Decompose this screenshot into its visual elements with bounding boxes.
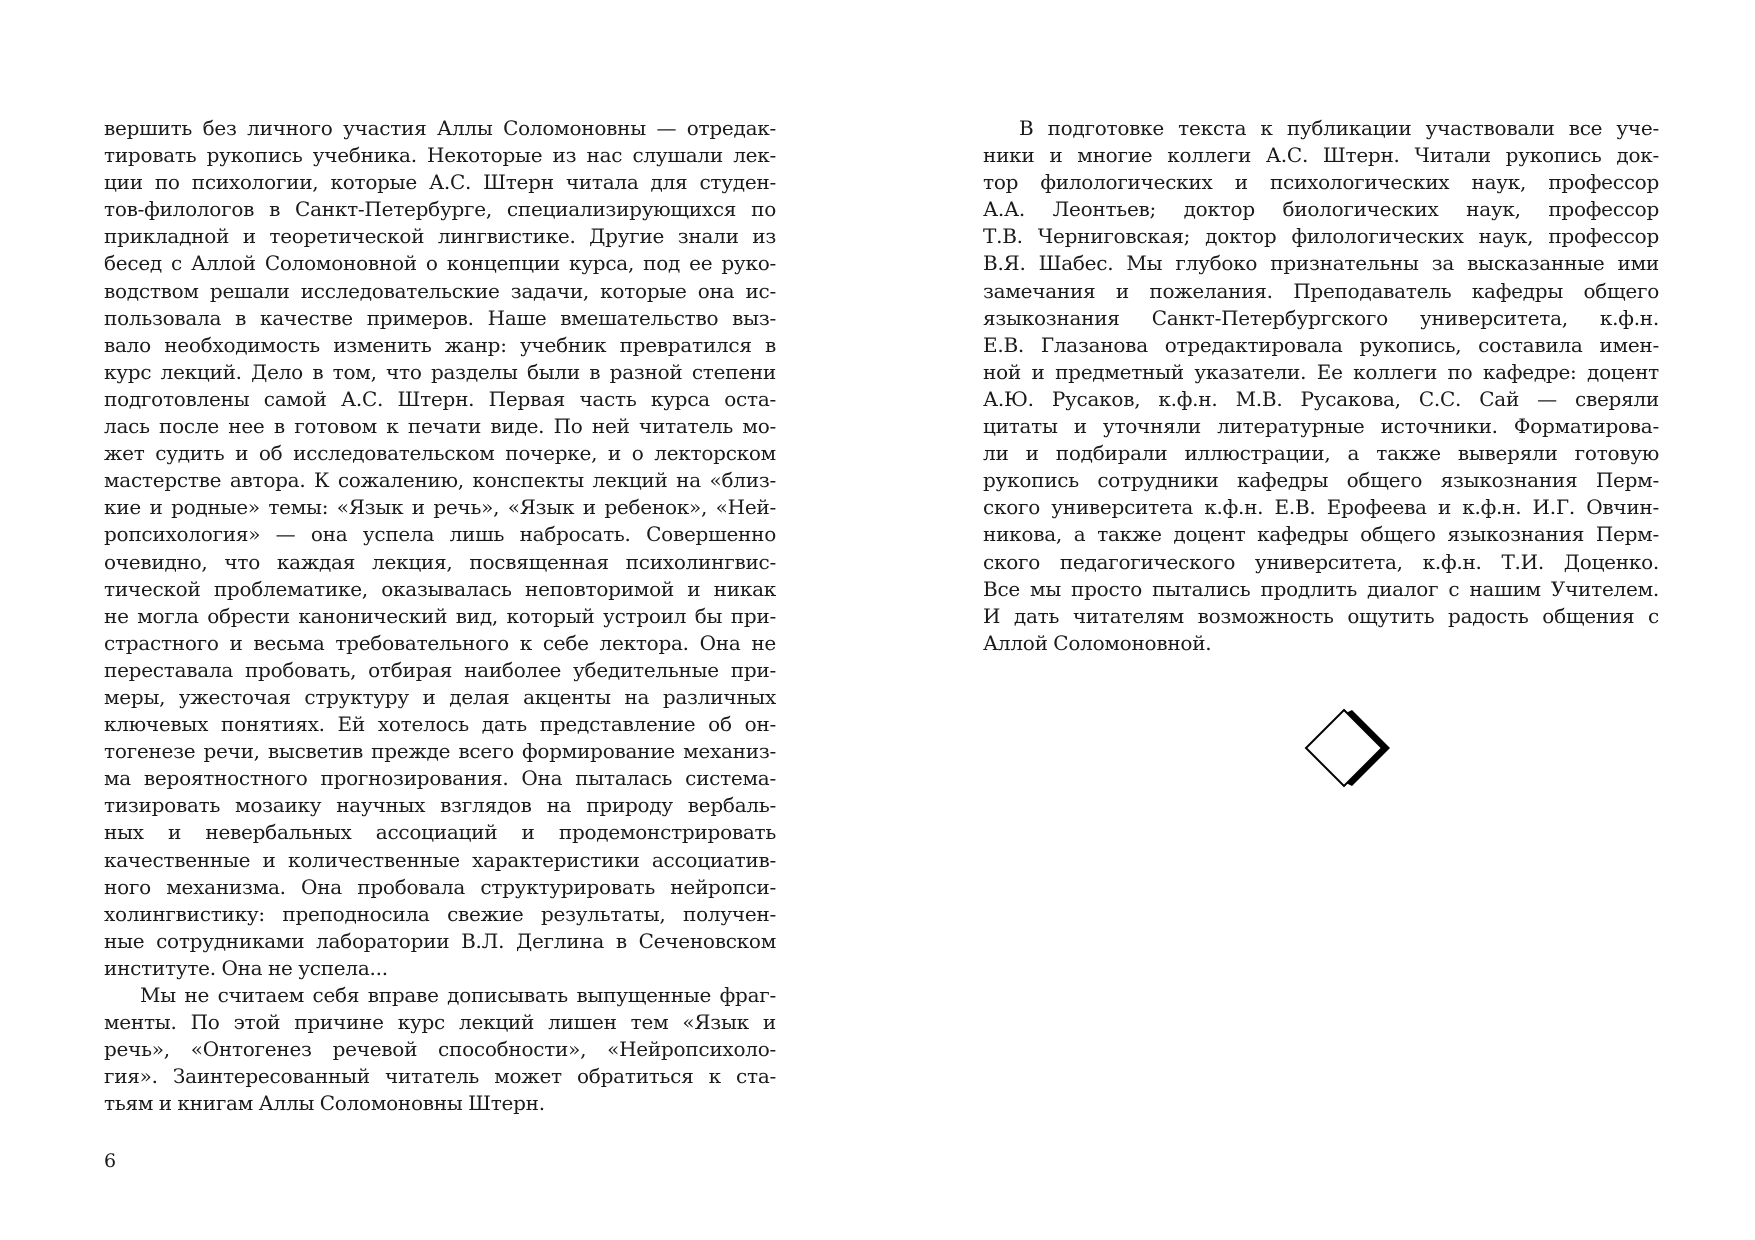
text-line: тической проблематике, оказывалась неповторимой и никак [104, 576, 776, 601]
right-page [877, 0, 1755, 1240]
text-line: Т.В. Черниговская; доктор филологических наук, профессор [983, 224, 1659, 249]
text-line: очевидно, что каждая лекция, посвященная психолингвис- [104, 549, 776, 574]
text-line: ного механизма. Она пробовала структурировать нейропси- [104, 874, 776, 899]
text-line: ции по психологии, которые А.С. Штерн читала для студен- [104, 170, 776, 195]
text-line: А.Ю. Русаков, к.ф.н. М.В. Русакова, С.С. Сай — сверяли [983, 386, 1659, 411]
left-page-text [104, 115, 776, 1117]
text-line: гия». Заинтересованный читатель может обратиться к ста- [104, 1064, 776, 1089]
text-line: Е.В. Глазанова отредактировала рукопись, составила имен- [983, 332, 1659, 357]
text-line: цитаты и уточняли литературные источники. Форматирова- [983, 414, 1659, 439]
text-line: меры, ужесточая структуру и делая акценты на различных [104, 684, 776, 709]
text-line: жет судить и об исследовательском почерке, и о лекторском [104, 441, 776, 466]
text-line: Все мы просто пытались продлить диалог с нашим Учителем. [983, 576, 1659, 601]
text-line: Мы не считаем себя вправе дописывать выпущенные фраг- [140, 983, 776, 1007]
text-line: тьям и книгам Аллы Соломоновны Штерн. [104, 1091, 545, 1116]
text-line: ли и подбирали иллюстрации, а также выверяли готовую [983, 441, 1659, 466]
text-line: вершить без личного участия Аллы Соломоновны — отредак- [104, 116, 776, 140]
text-line: речь», «Онтогенез речевой способности», «Нейропсихоло- [104, 1037, 776, 1062]
text-line: тизировать мозаику научных взглядов на природу вербаль- [104, 793, 776, 818]
text-line: институте. Она не успела... [104, 955, 388, 980]
text-line: подготовлены самой А.С. Штерн. Первая часть курса оста- [104, 386, 776, 411]
text-line: В.Я. Шабес. Мы глубоко признательны за высказанные ими [983, 251, 1659, 276]
text-line: тировать рукопись учебника. Некоторые из нас слушали лек- [104, 143, 776, 168]
text-line: бесед с Аллой Соломоновной о концепции курса, под ее руко- [104, 251, 776, 276]
text-line: ма вероятностного прогнозирования. Она пыталась система- [104, 766, 776, 791]
text-line: мастерстве автора. К сожалению, конспекты лекций на «близ- [104, 468, 776, 493]
text-line: ского университета к.ф.н. Е.В. Ерофеева и к.ф.н. И.Г. Овчин- [983, 495, 1659, 520]
left-page [0, 0, 877, 1240]
text-line: А.А. Леонтьев; доктор биологических наук, профессор [983, 197, 1659, 222]
text-line: В подготовке текста к публикации участвовали все уче- [1019, 116, 1659, 140]
text-line: ные сотрудниками лаборатории В.Л. Деглина в Сеченовском [104, 928, 776, 953]
text-line: ных и невербальных ассоциаций и продемонстрировать [104, 820, 776, 845]
text-line: не могла обрести канонический вид, который устроил бы при- [104, 603, 776, 628]
text-line: водством решали исследовательские задачи, которые она ис- [104, 278, 776, 303]
text-line: Аллой Соломоновной. [983, 630, 1212, 655]
text-line: И дать читателям возможность ощутить радость общения с [983, 603, 1659, 628]
page-number: 6 [104, 1150, 117, 1172]
text-line: замечания и пожелания. Преподаватель кафедры общего [983, 278, 1659, 303]
text-line: ники и многие коллеги А.С. Штерн. Читали рукопись док- [983, 143, 1659, 168]
text-line: страстного и весьма требовательного к себе лектора. Она не [104, 630, 776, 655]
text-line: курс лекций. Дело в том, что разделы были в разной степени [104, 359, 776, 384]
diamond-ornament-icon [1296, 708, 1392, 804]
text-line: ключевых понятиях. Ей хотелось дать представление об он- [104, 712, 776, 737]
text-line: прикладной и теоретической лингвистике. Другие знали из [104, 224, 776, 249]
text-line: ропсихология» — она успела лишь набросать. Совершенно [104, 522, 776, 547]
text-line: тор филологических и психологических наук, профессор [983, 170, 1659, 195]
text-line: ского педагогического университета, к.ф.н. Т.И. Доценко. [983, 549, 1659, 574]
text-line: кие и родные» темы: «Язык и речь», «Язык и ребенок», «Ней- [104, 495, 776, 520]
text-line: языкознания Санкт-Петербургского университета, к.ф.н. [983, 305, 1659, 330]
text-line: ной и предметный указатели. Ее коллеги по кафедре: доцент [983, 359, 1659, 384]
text-line: качественные и количественные характеристики ассоциатив- [104, 847, 776, 872]
text-line: никова, а также доцент кафедры общего языкознания Перм- [983, 522, 1659, 547]
right-page-text [983, 115, 1659, 657]
text-line: вало необходимость изменить жанр: учебник превратился в [104, 332, 776, 357]
text-line: тов-филологов в Санкт-Петербурге, специализирующихся по [104, 197, 776, 222]
text-line: переставала пробовать, отбирая наиболее убедительные при- [104, 657, 776, 682]
text-line: пользовала в качестве примеров. Наше вмешательство выз- [104, 305, 776, 330]
text-line: тогенезе речи, высветив прежде всего формирование механиз- [104, 739, 776, 764]
text-line: менты. По этой причине курс лекций лишен тем «Язык и [104, 1010, 776, 1035]
text-line: рукопись сотрудники кафедры общего языкознания Перм- [983, 468, 1659, 493]
text-line: холингвистику: преподносила свежие результаты, получен- [104, 901, 776, 926]
text-line: лась после нее в готовом к печати виде. По ней читатель мо- [104, 414, 776, 439]
